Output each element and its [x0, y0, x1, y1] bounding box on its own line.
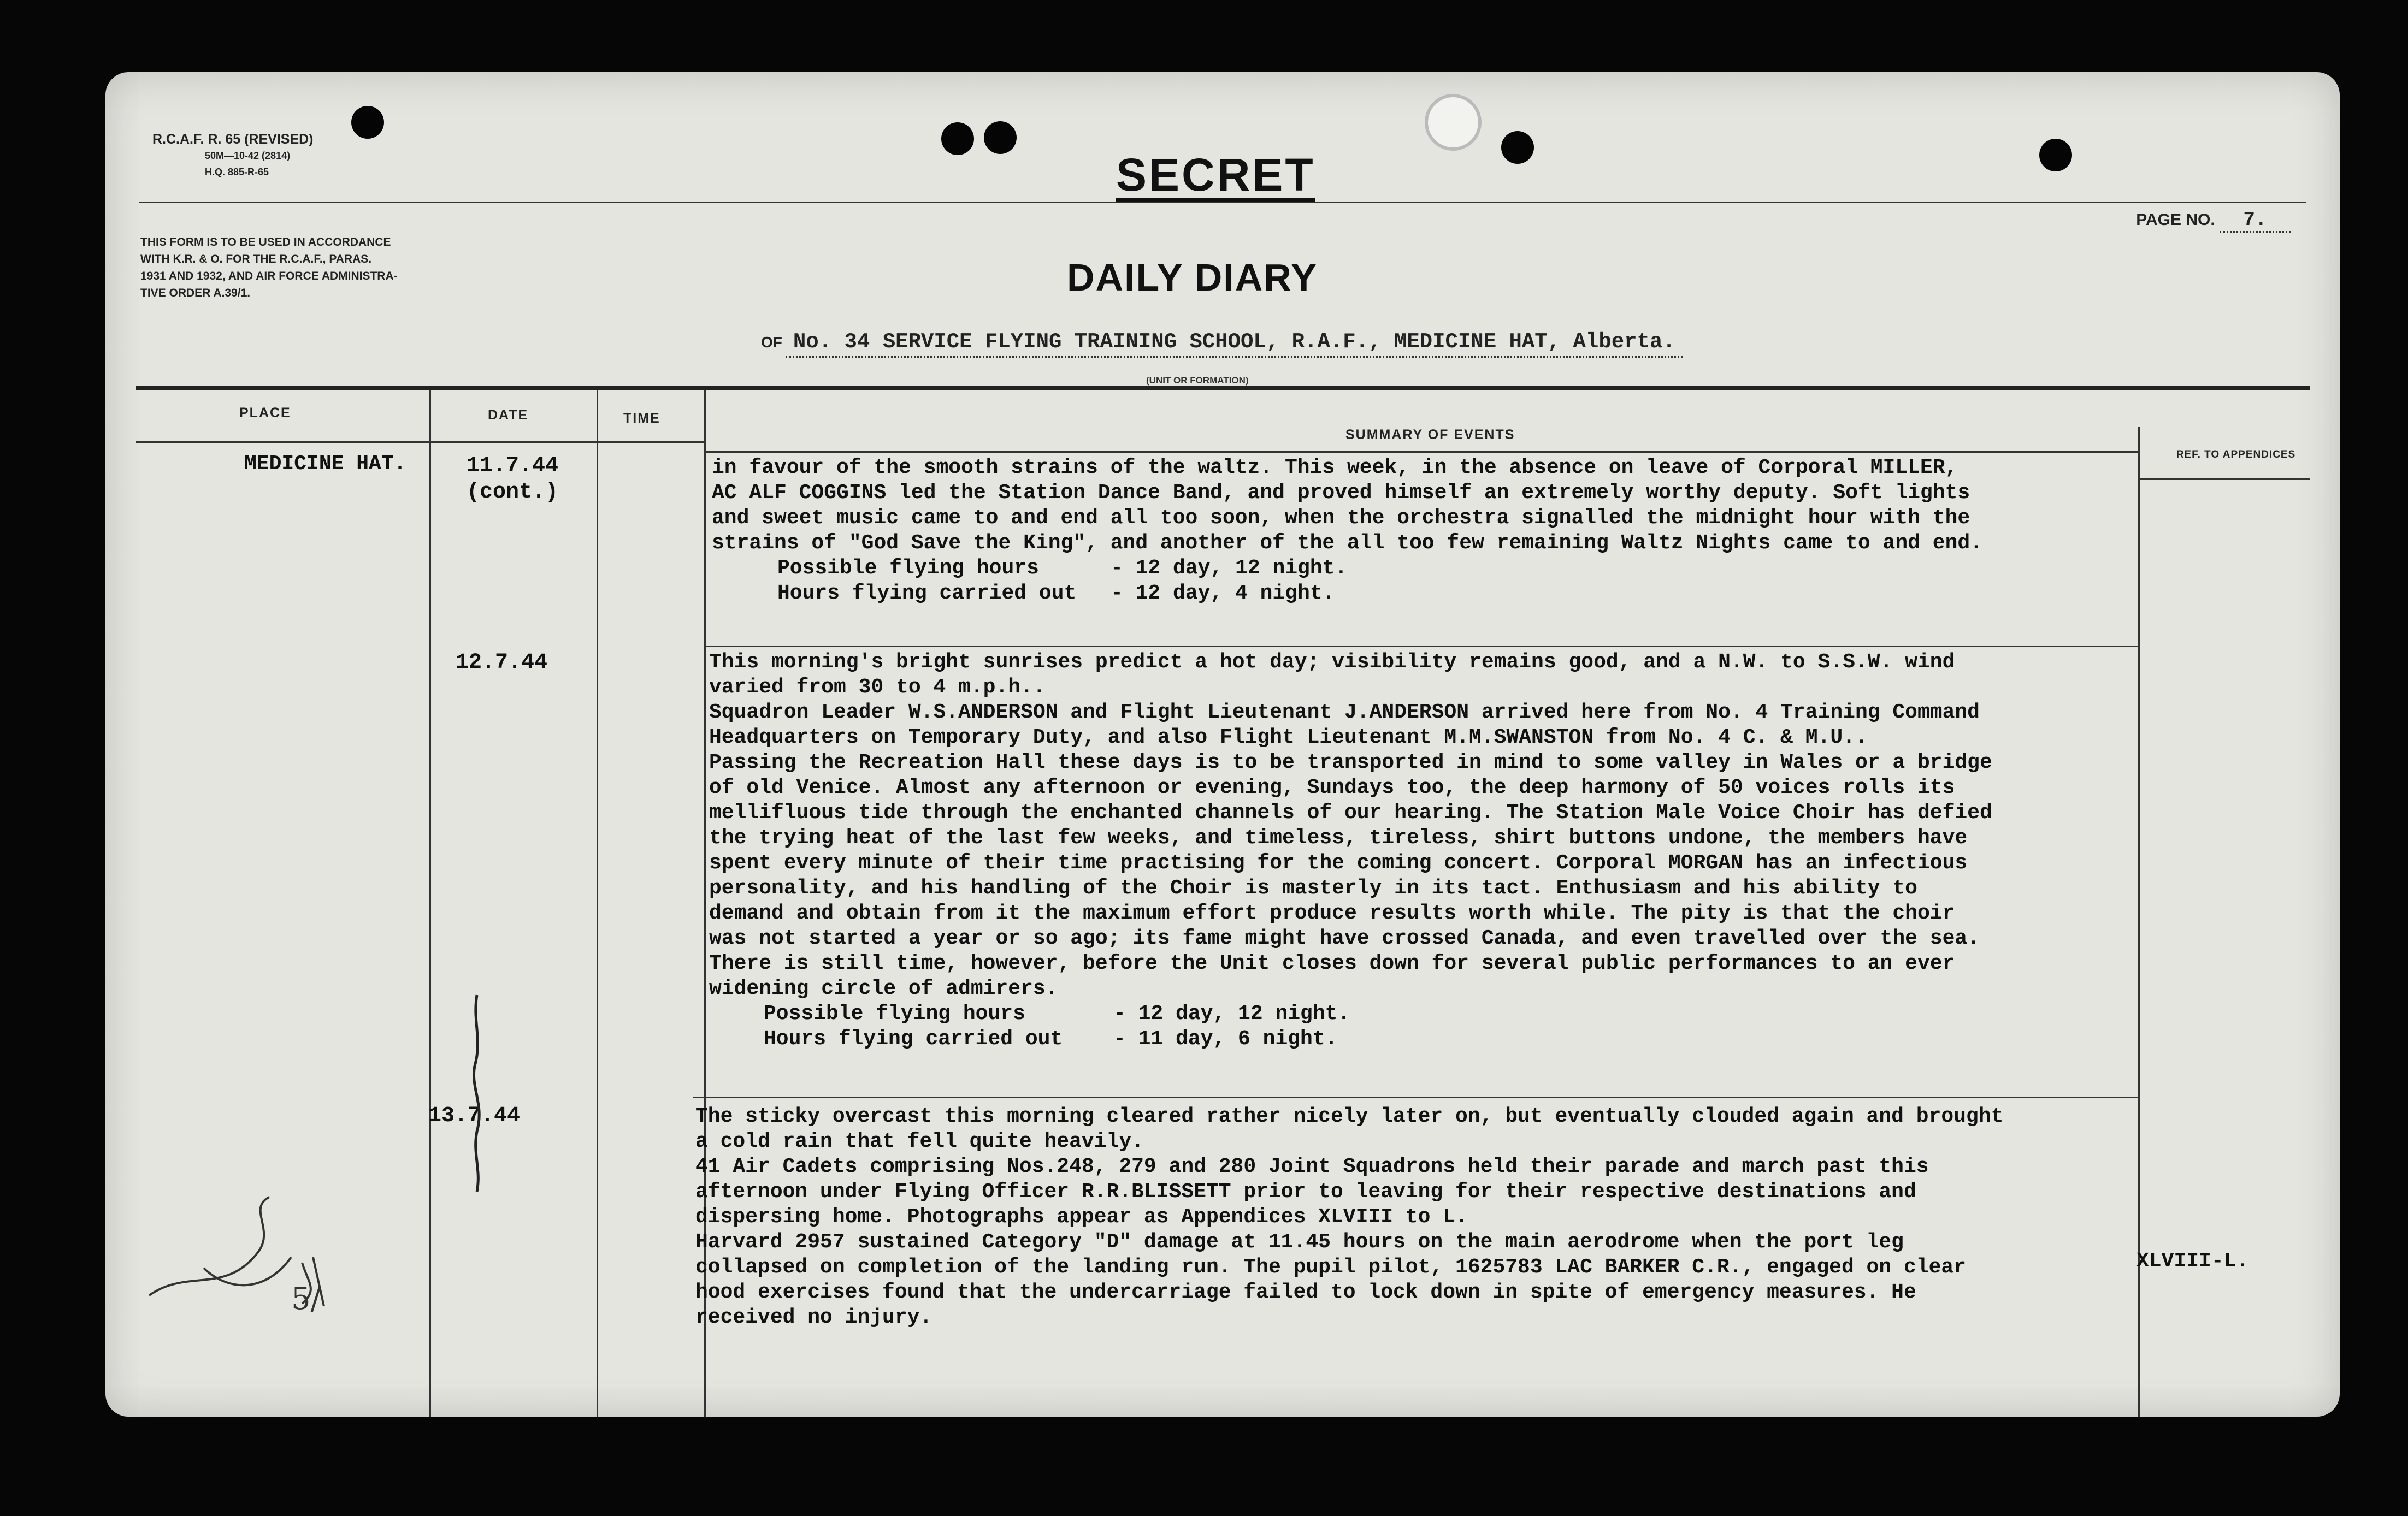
flying-hours-possible: Possible flying hours - 12 day, 12 night.	[764, 1002, 1350, 1026]
column-divider	[429, 390, 431, 1417]
flying-hours-possible: Possible flying hours - 12 day, 12 night.	[777, 556, 1348, 580]
punch-hole-reinforced	[1425, 94, 1482, 151]
punch-hole	[2039, 139, 2072, 171]
page-number-value: 7.	[2220, 209, 2291, 233]
entry-separator	[693, 1097, 2138, 1098]
diary-entry: This morning's bright sunrises predict a hot day; visibility remains good, and a N.W. to S.S.W. wind varied from 30 to 4 m.p.h.. Squadron Leader W.S.ANDERSON and Flight Lieutenant J.ANDERSON arrived here from No. 4 Training Command Headquarters on Temporary Duty, and also Flight Lieutenant M.M.SWANSTON from No. 4 C. & M.U.. Passing the Recreation Hall these days is to be transported in mind to some valley in Wales or a bridge of old Venice. Almost any afternoon or evening, Sundays too, the deep harmony of 50 voices rolls its mellifluous tide through the enchanted channels of our hearing. The Station Male Voice Choir has defied the trying heat of the last few weeks, and timeless, tireless, shirt buttons undone, the members have spent every minute of their time practising for the coming concert. Corporal MORGAN has an infectious personality, and his handling of the Choir is masterly in its tact. Enthusiasm and his ability to demand and obtain from it the maximum effort produce results worth while. The pity is that the choir was not started a year or so ago; its fame might have crossed Canada, and even travelled over the sea. There is still time, however, before the Unit closes down for several public performances to an ever widening circle of admirers. Possible flying hours - 12 day, 12 night. Hours flying carried out - 11 day, 6 night.	[709, 650, 1992, 1051]
diary-page	[105, 72, 2340, 1417]
unit-line: OF No. 34 SERVICE FLYING TRAINING SCHOOL, R.A.F., MEDICINE HAT, Alberta.	[761, 330, 1683, 358]
flying-hours-carried-out: Hours flying carried out - 11 day, 6 night.	[764, 1027, 1338, 1051]
ref-header-rule	[2138, 478, 2310, 480]
table-top-rule	[136, 386, 2310, 390]
header-rule	[139, 202, 2306, 203]
column-header-ref: REF. TO APPENDICES	[2176, 449, 2296, 460]
summary-header-rule	[704, 451, 2138, 453]
entry-date: 11.7.44 (cont.)	[466, 454, 559, 505]
column-header-time: TIME	[623, 411, 660, 426]
diary-entry: The sticky overcast this morning cleared rather nicely later on, but eventually clouded again and brought a cold rain that fell quite heavily. 41 Air Cadets comprising Nos.248, 279 and 280 Joint Squadrons held their parade and march past this afternoon under Flying Officer R.R.BLISSETT prior to leaving for their respective destinations and dispersing home. Photographs appear as Appendices XLVIII to L. Harvard 2957 sustained Category "D" damage at 11.45 hours on the main aerodrome when the port leg collapsed on completion of the landing run. The pupil pilot, 1625783 LAC BARKER C.R., engaged on clear hood exercises found that the undercarriage failed to lock down in spite of emergency measures. He received no injury.	[695, 1105, 2004, 1329]
diary-entry: in favour of the smooth strains of the waltz. This week, in the absence on leave of Corporal MILLER, AC ALF COGGINS led the Station Dance Band, and proved himself an extremely worthy deputy. Soft lights and sweet music came to and end all too soon, when the orchestra signalled the midnight hour with the strains of "God Save the King", and another of the all too few remaining Waltz Nights came to and end. Possible flying hours - 12 day, 12 night. Hours flying carried out - 12 day, 4 night.	[712, 456, 1982, 605]
unit-name: No. 34 SERVICE FLYING TRAINING SCHOOL, R.A.F., MEDICINE HAT, Alberta.	[786, 330, 1683, 358]
entry-date: 13.7.44	[428, 1104, 521, 1128]
column-header-place: PLACE	[239, 405, 291, 421]
handwritten-scribble	[461, 990, 493, 1197]
column-header-date: DATE	[488, 407, 529, 423]
flying-hours-carried-out: Hours flying carried out - 12 day, 4 night.	[777, 582, 1335, 605]
page-title: DAILY DIARY	[1067, 256, 1318, 299]
punch-hole	[941, 122, 974, 155]
column-divider	[597, 390, 598, 1417]
entry-separator	[704, 646, 2138, 647]
form-instructions: THIS FORM IS TO BE USED IN ACCORDANCE WITH K.R. & O. FOR THE R.C.A.F., PARAS. 1931 AND 1932, AND AIR FORCE ADMINISTRA- TIVE ORDER A.39/1.	[140, 236, 398, 299]
page-number: PAGE NO. 7.	[2136, 209, 2291, 233]
header-bottom-rule-left	[136, 441, 704, 443]
classification-marking: SECRET	[1116, 149, 1315, 200]
form-reference: R.C.A.F. R. 65 (REVISED) 50M—10-42 (2814) H.Q. 885-R-65	[152, 132, 314, 177]
appendix-reference: XLVIII-L.	[2136, 1249, 2249, 1273]
handwritten-mark-text: 5/	[291, 1281, 321, 1317]
column-header-summary: SUMMARY OF EVENTS	[1345, 427, 1515, 442]
entry-date: 12.7.44	[455, 650, 548, 675]
handwritten-mark	[138, 1186, 368, 1317]
punch-hole	[351, 106, 384, 139]
place-value: MEDICINE HAT.	[244, 452, 406, 476]
punch-hole	[1501, 131, 1534, 164]
punch-hole	[984, 121, 1017, 154]
unit-caption: (UNIT OR FORMATION)	[1146, 375, 1249, 386]
